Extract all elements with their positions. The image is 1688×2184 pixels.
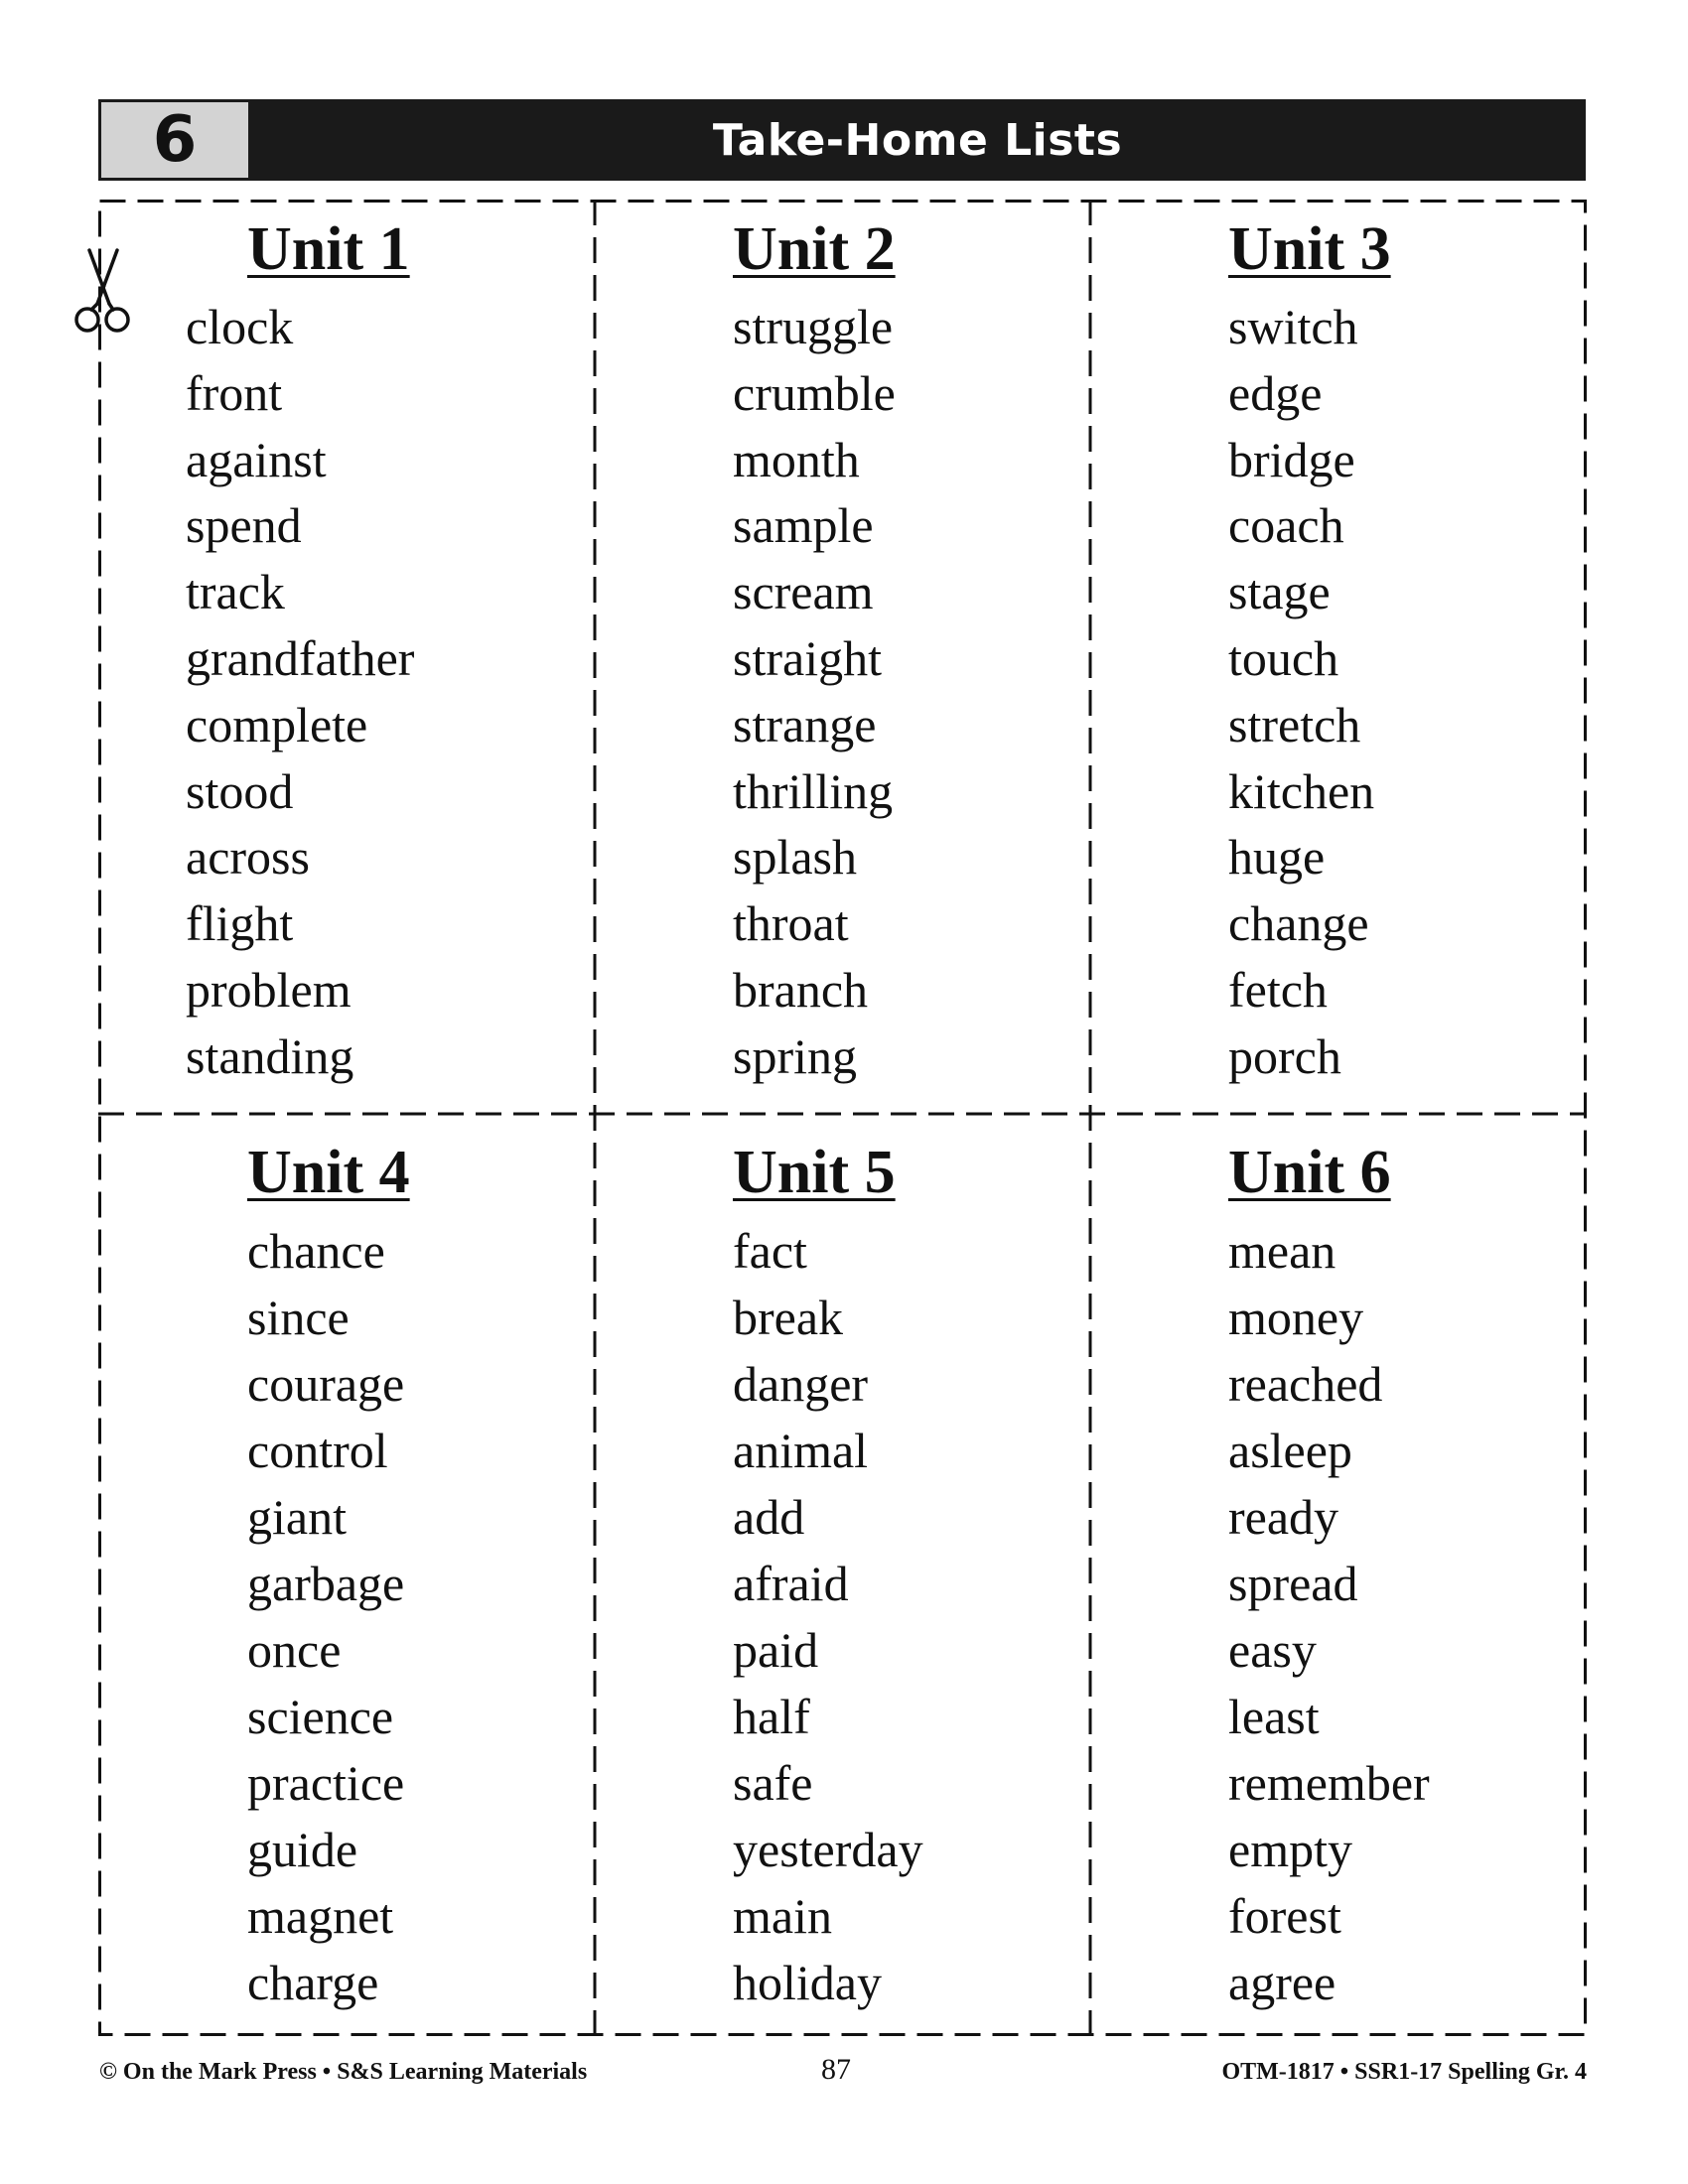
word-item: main xyxy=(733,1888,832,1944)
word-item: magnet xyxy=(247,1888,394,1944)
word-item: danger xyxy=(733,1356,869,1412)
word-item: struggle xyxy=(733,299,894,354)
unit-4-word-list xyxy=(247,1218,404,2016)
word-item: grandfather xyxy=(186,629,415,686)
footer-publisher: © On the Mark Press • S&S Learning Materials xyxy=(99,2059,588,2085)
word-item: strange xyxy=(733,696,877,752)
word-item: add xyxy=(733,1489,805,1545)
word-item: mean xyxy=(1228,1223,1336,1279)
word-item: switch xyxy=(1228,299,1358,354)
word-item: standing xyxy=(186,1027,354,1084)
word-item: stood xyxy=(186,762,294,819)
word-item: scream xyxy=(733,564,874,620)
word-item: bridge xyxy=(1228,431,1355,487)
word-item: across xyxy=(186,829,310,886)
unit-4-card xyxy=(98,1114,594,2036)
word-item: change xyxy=(1228,895,1369,952)
word-item: stretch xyxy=(1228,696,1361,752)
unit-3-title: Unit 3 xyxy=(1228,215,1391,283)
unit-4-title: Unit 4 xyxy=(247,1139,410,1206)
word-item: straight xyxy=(733,629,882,686)
word-item: throat xyxy=(733,895,849,952)
section-number: 6 xyxy=(101,102,252,178)
word-item: sample xyxy=(733,497,874,554)
word-item: clock xyxy=(186,299,294,354)
unit-2-card xyxy=(595,200,1090,1114)
word-item: reached xyxy=(1228,1356,1383,1412)
word-item: science xyxy=(247,1689,394,1744)
word-item: crumble xyxy=(733,364,896,421)
unit-1-title: Unit 1 xyxy=(247,215,410,283)
unit-2-word-list xyxy=(733,294,896,1090)
word-item: spring xyxy=(733,1027,857,1084)
page-number: 87 xyxy=(821,2053,851,2086)
word-item: edge xyxy=(1228,364,1323,421)
unit-2-title: Unit 2 xyxy=(733,215,896,283)
word-item: porch xyxy=(1228,1027,1341,1084)
unit-5-title: Unit 5 xyxy=(733,1139,896,1206)
word-item: guide xyxy=(247,1822,358,1877)
word-item: practice xyxy=(247,1755,405,1811)
word-item: complete xyxy=(186,696,368,752)
word-item: paid xyxy=(733,1622,819,1678)
word-item: least xyxy=(1228,1689,1320,1744)
word-item: money xyxy=(1228,1290,1364,1345)
word-item: spread xyxy=(1228,1556,1358,1611)
section-header xyxy=(98,99,1586,181)
word-item: coach xyxy=(1228,497,1344,554)
word-item: courage xyxy=(247,1356,405,1412)
word-item: front xyxy=(186,364,283,421)
footer-product-code: OTM-1817 • SSR1-17 Spelling Gr. 4 xyxy=(1221,2059,1587,2085)
unit-6-title: Unit 6 xyxy=(1228,1139,1391,1206)
word-item: problem xyxy=(186,961,352,1018)
unit-5-word-list xyxy=(733,1218,923,2016)
word-item: safe xyxy=(733,1755,813,1811)
unit-5-card xyxy=(595,1114,1090,2036)
word-item: touch xyxy=(1228,629,1339,686)
word-item: forest xyxy=(1228,1888,1341,1944)
word-list-grid xyxy=(98,200,1587,2036)
word-item: garbage xyxy=(247,1556,405,1611)
word-item: afraid xyxy=(733,1556,849,1611)
word-item: ready xyxy=(1228,1489,1339,1545)
word-item: month xyxy=(733,431,860,487)
word-item: giant xyxy=(247,1489,347,1545)
section-title: Take-Home Lists xyxy=(712,114,1123,166)
unit-1-card xyxy=(98,200,594,1114)
unit-6-card xyxy=(1090,1114,1586,2036)
word-item: flight xyxy=(186,895,294,952)
word-item: branch xyxy=(733,961,869,1018)
unit-6-word-list xyxy=(1228,1218,1430,2016)
word-item: asleep xyxy=(1228,1423,1352,1478)
word-item: spend xyxy=(186,497,302,554)
word-item: once xyxy=(247,1622,342,1678)
word-item: remember xyxy=(1228,1755,1430,1811)
word-item: control xyxy=(247,1423,388,1478)
word-item: since xyxy=(247,1290,350,1345)
word-item: fact xyxy=(733,1223,807,1279)
word-item: stage xyxy=(1228,564,1331,620)
word-item: track xyxy=(186,564,285,620)
word-item: against xyxy=(186,431,327,487)
word-item: huge xyxy=(1228,829,1326,886)
word-item: easy xyxy=(1228,1622,1317,1678)
word-item: thrilling xyxy=(733,762,894,819)
word-item: yesterday xyxy=(733,1822,923,1877)
word-item: empty xyxy=(1228,1822,1352,1877)
unit-1-word-list xyxy=(186,294,414,1090)
unit-3-word-list xyxy=(1228,294,1374,1090)
word-item: kitchen xyxy=(1228,762,1375,819)
word-item: break xyxy=(733,1290,844,1345)
word-item: half xyxy=(733,1689,810,1744)
word-item: agree xyxy=(1228,1955,1336,2010)
word-item: animal xyxy=(733,1423,869,1478)
word-item: holiday xyxy=(733,1955,882,2010)
word-item: chance xyxy=(247,1223,385,1279)
unit-3-card xyxy=(1090,200,1586,1114)
word-item: charge xyxy=(247,1955,379,2010)
word-item: fetch xyxy=(1228,961,1328,1018)
word-item: splash xyxy=(733,829,857,886)
